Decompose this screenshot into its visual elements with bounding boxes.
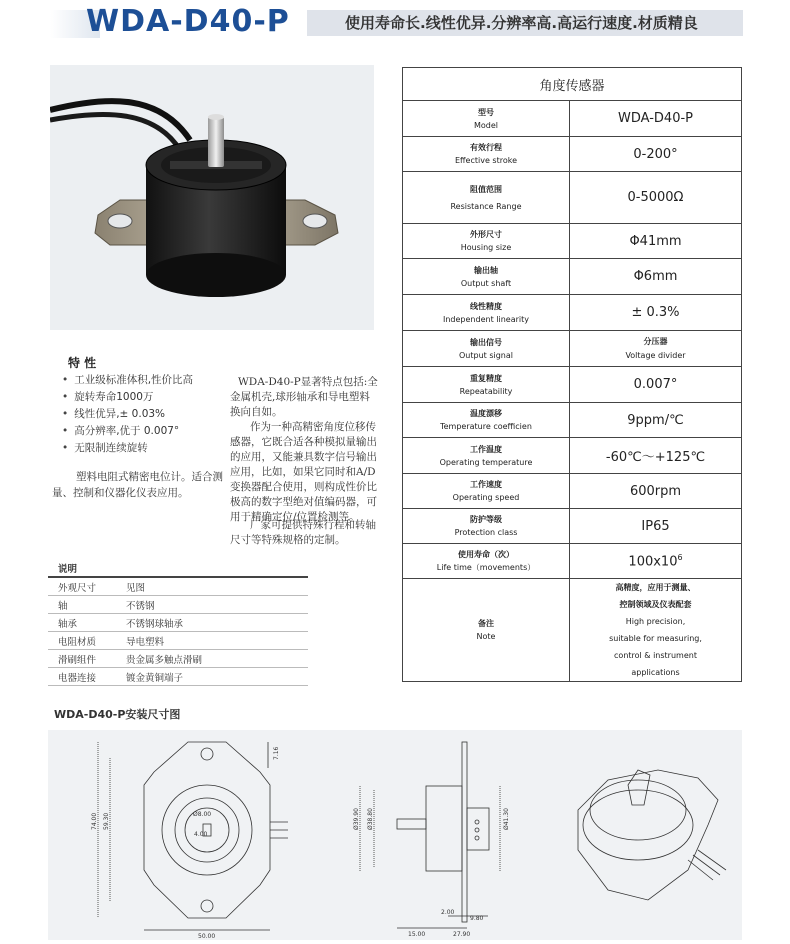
table-row xyxy=(48,668,308,686)
spec-value: 600rpm xyxy=(570,474,742,509)
spec-value: -60℃～+125℃ xyxy=(570,438,742,474)
features-heading: 特 性 xyxy=(68,356,97,370)
notes-value: 镀金黄铜端子 xyxy=(126,668,308,686)
table-row xyxy=(403,331,742,367)
spec-value-en: Voltage divider xyxy=(625,350,686,360)
feature-item: • 工业级标准体积,性价比高 xyxy=(62,372,193,389)
spec-label-cn: 工作温度 xyxy=(470,444,502,454)
spec-label-cn: 阻值范围 xyxy=(470,184,502,194)
spec-label-cn: 输出信号 xyxy=(470,337,502,347)
spec-value xyxy=(570,544,742,579)
spec-value: WDA-D40-P xyxy=(570,101,742,137)
dim-38-80: Ø38.80 xyxy=(367,808,374,830)
spec-label-en: Temperature coefficien xyxy=(440,422,532,431)
notes-key: 电器连接 xyxy=(48,668,126,686)
dimension-drawing xyxy=(48,730,742,940)
spec-value: ± 0.3% xyxy=(570,295,742,331)
note-line: applications xyxy=(631,668,680,677)
spec-label-en: Operating speed xyxy=(452,493,520,502)
table-row xyxy=(48,650,308,668)
note-line: 控制领域及仪表配套 xyxy=(619,600,692,609)
table-row xyxy=(403,367,742,403)
lifetime-base: 100x10 xyxy=(628,554,678,570)
output-shaft xyxy=(208,117,224,167)
dim-74: 74.00 xyxy=(91,812,98,830)
note-line: 高精度，应用于测量、 xyxy=(615,583,696,592)
spec-value: 0-5000Ω xyxy=(570,172,742,224)
spec-label-cn: 备注 xyxy=(478,619,494,628)
spec-label-en: Housing size xyxy=(460,243,512,252)
table-row xyxy=(403,259,742,295)
table-row xyxy=(48,577,308,596)
spec-label-cn: 防护等级 xyxy=(470,515,502,524)
dim-59-30: 59.30 xyxy=(103,812,110,830)
spec-label-cn: 使用寿命（次） xyxy=(458,550,514,559)
note-line: High precision, xyxy=(625,617,686,626)
notes-value: 见图 xyxy=(126,577,308,596)
notes-key: 电阻材质 xyxy=(48,632,126,650)
spec-value: Φ41mm xyxy=(570,224,742,259)
features-description: 塑料电阻式精密电位计。适合测量、控制和仪器化仪表应用。 xyxy=(52,471,223,499)
product-tagline: 使用寿命长.线性优异.分辨率高.高运行速度.材质精良 xyxy=(307,10,743,36)
features-list xyxy=(62,372,193,457)
lifetime-exponent: 6 xyxy=(677,552,683,562)
dim-2: 2.00 xyxy=(441,909,455,916)
spec-label-en: Note xyxy=(476,632,496,641)
notes-value: 不锈钢球轴承 xyxy=(126,614,308,632)
spec-value: 0.007° xyxy=(570,367,742,403)
notes-table xyxy=(48,560,308,686)
notes-value: 贵金属多触点滑刷 xyxy=(126,650,308,668)
notes-key: 轴 xyxy=(48,596,126,614)
table-row xyxy=(403,509,742,544)
table-row xyxy=(403,101,742,137)
spec-value: IP65 xyxy=(570,509,742,544)
iso-view-flange xyxy=(578,770,718,900)
dim-4: 4.00 xyxy=(194,831,208,838)
table-row xyxy=(48,614,308,632)
dim-39-90: Ø39.90 xyxy=(353,808,360,830)
spec-table-title: 角度传感器 xyxy=(403,68,742,101)
table-row xyxy=(403,137,742,172)
dim-15: 15.00 xyxy=(408,931,426,938)
table-row xyxy=(403,224,742,259)
notes-key: 外观尺寸 xyxy=(48,577,126,596)
table-row xyxy=(48,632,308,650)
notes-header: 说明 xyxy=(48,560,308,577)
spec-label-cn: 有效行程 xyxy=(470,143,502,152)
spec-value: 0-200° xyxy=(570,137,742,172)
spec-label-cn: 型号 xyxy=(478,107,494,117)
spec-label-cn: 线性精度 xyxy=(470,301,502,311)
spec-label-en: Life time（movements） xyxy=(436,563,536,572)
table-row xyxy=(403,579,742,682)
spec-label-en: Output shaft xyxy=(460,278,512,288)
spec-label-en: Independent linearity xyxy=(443,314,529,324)
spec-label-en: Operating temperature xyxy=(439,457,533,467)
side-view-body xyxy=(426,786,462,871)
spec-label-cn: 重复精度 xyxy=(470,373,502,383)
spec-label-cn: 输出轴 xyxy=(474,265,498,275)
note-value xyxy=(570,579,742,682)
spec-label-cn: 工作速度 xyxy=(470,480,502,489)
note-line: suitable for measuring, xyxy=(609,634,702,643)
spec-table xyxy=(402,67,742,682)
table-row xyxy=(403,544,742,579)
feature-item: • 线性优异,± 0.03% xyxy=(62,406,193,423)
side-view-shaft xyxy=(397,819,426,829)
spec-label-en: Effective stroke xyxy=(454,156,518,165)
feature-item: • 旋转寿命1000万 xyxy=(62,389,193,406)
dim-7-16: 7.16 xyxy=(273,746,280,760)
description-paragraph-2: 作为一种高精密角度位移传感器，它既合适各种模拟量输出的应用，又能兼具数字信号输出应用，比如，如果它同时和A/D变换器配合使用，则构成性价比极高的数字型绝对值编码器，可用于精确定位/位置检测等。 xyxy=(230,421,377,523)
dim-8: Ø8.00 xyxy=(193,811,212,818)
notes-value: 不锈钢 xyxy=(126,596,308,614)
spec-value: 9ppm/℃ xyxy=(570,403,742,438)
dim-41-30: Ø41.30 xyxy=(503,808,510,830)
installation-drawing xyxy=(48,730,742,940)
table-row xyxy=(403,474,742,509)
spec-label-cn: 外形尺寸 xyxy=(470,230,502,239)
dim-50: 50.00 xyxy=(198,933,216,940)
notes-key: 滑刷组件 xyxy=(48,650,126,668)
description-paragraph-1: WDA-D40-P显著特点包括:全金属机壳,球形轴承和导电塑料换向自如。 xyxy=(230,376,378,418)
sensor-illustration xyxy=(50,65,374,330)
table-row xyxy=(403,403,742,438)
notes-key: 轴承 xyxy=(48,614,126,632)
spec-label-en: Repeatability xyxy=(459,386,513,396)
table-row xyxy=(48,596,308,614)
notes-value: 导电塑料 xyxy=(126,632,308,650)
spec-label-en: Output signal xyxy=(459,350,513,360)
front-view-flange xyxy=(144,742,270,918)
feature-item: • 无限制连续旋转 xyxy=(62,440,193,457)
dim-9-80: 9.80 xyxy=(470,915,484,922)
spec-label-en: Protection class xyxy=(454,528,518,537)
note-line: control & instrument xyxy=(614,651,697,660)
product-photo xyxy=(50,65,374,330)
table-row xyxy=(403,438,742,474)
table-row xyxy=(403,172,742,224)
front-view-body xyxy=(162,785,252,875)
table-row xyxy=(403,295,742,331)
drawing-title: WDA-D40-P安装尺寸图 xyxy=(54,708,181,721)
product-title: WDA-D40-P xyxy=(86,4,290,39)
dim-27-90: 27.90 xyxy=(453,931,471,938)
spec-label-en: Model xyxy=(473,120,499,130)
spec-value-cn: 分压器 xyxy=(643,336,668,346)
feature-item: • 高分辨率,优于 0.007° xyxy=(62,423,193,440)
description-paragraph-3: 厂家可提供特殊行程和转轴尺寸等特殊规格的定制。 xyxy=(230,519,376,546)
spec-label-cn: 温度漂移 xyxy=(470,409,502,418)
spec-value: Φ6mm xyxy=(570,259,742,295)
spec-label-en: Resistance Range xyxy=(450,201,522,211)
